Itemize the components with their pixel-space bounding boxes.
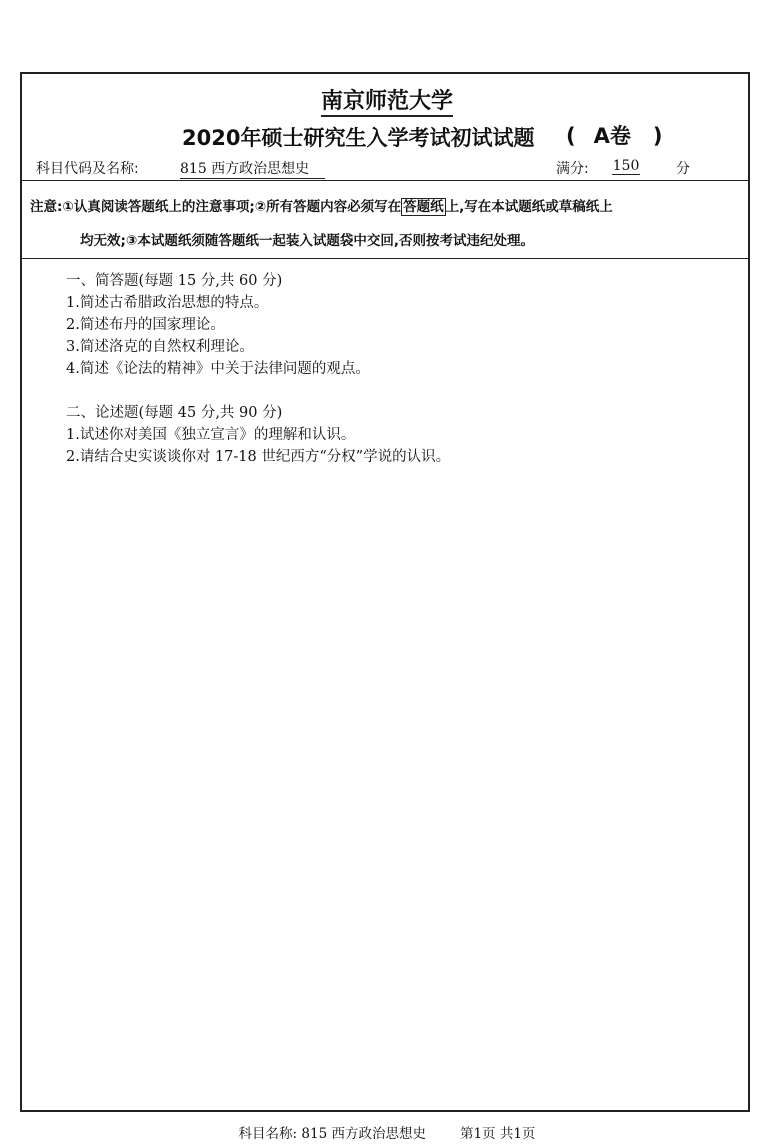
paper-type-label: A卷: [593, 124, 631, 148]
questions-content: [66, 270, 450, 468]
notice-block: [30, 190, 742, 258]
footer-subject: 科目名称: 815 西方政治思想史: [238, 1126, 426, 1142]
question-item: 2.请结合史实谈谈你对 17-18 世纪西方“分权”学说的认识。: [66, 449, 451, 465]
subject-code-label: 科目代码及名称:: [36, 161, 139, 177]
question-item: 4.简述《论法的精神》中关于法律问题的观点。: [66, 361, 370, 377]
notice-prefix: 注意:: [30, 199, 63, 215]
notice-part1: ①认真阅读答题纸上的注意事项;②所有答题内容必须写在: [62, 199, 402, 215]
subject-code-value: 815 西方政治思想史: [180, 158, 325, 179]
page-footer: [0, 1122, 774, 1142]
notice-part3: 均无效;③本试题纸须随答题纸一起装入试题袋中交回,否则按考试违纪处理。: [80, 233, 534, 249]
notice-boxed-answer-sheet: 答题纸: [403, 199, 444, 215]
exam-title: 2020年硕士研究生入学考试初试试题: [182, 126, 535, 150]
university-name: 南京师范大学: [321, 89, 453, 117]
score-label: 满分:: [556, 161, 589, 177]
paper-type: [566, 120, 662, 150]
score-value: 150: [612, 158, 640, 174]
footer-page-number: 第1页 共1页: [459, 1126, 536, 1142]
university-title: [0, 84, 774, 115]
divider-bottom: [20, 258, 750, 259]
paper-type-close: ): [652, 124, 663, 148]
question-item: 1.简述古希腊政治思想的特点。: [66, 295, 269, 311]
paper-type-open: (: [566, 124, 576, 148]
score-unit: 分: [676, 161, 690, 177]
divider-top: [20, 180, 750, 181]
section-title: 二、论述题(每题 45 分,共 90 分): [66, 405, 283, 421]
section-title: 一、简答题(每题 15 分,共 60 分): [66, 273, 283, 289]
question-item: 2.简述布丹的国家理论。: [66, 317, 225, 333]
notice-part2: 上,写在本试题纸或草稿纸上: [445, 199, 613, 215]
question-item: 3.简述洛克的自然权利理论。: [66, 339, 254, 355]
question-item: 1.试述你对美国《独立宣言》的理解和认识。: [66, 427, 356, 443]
